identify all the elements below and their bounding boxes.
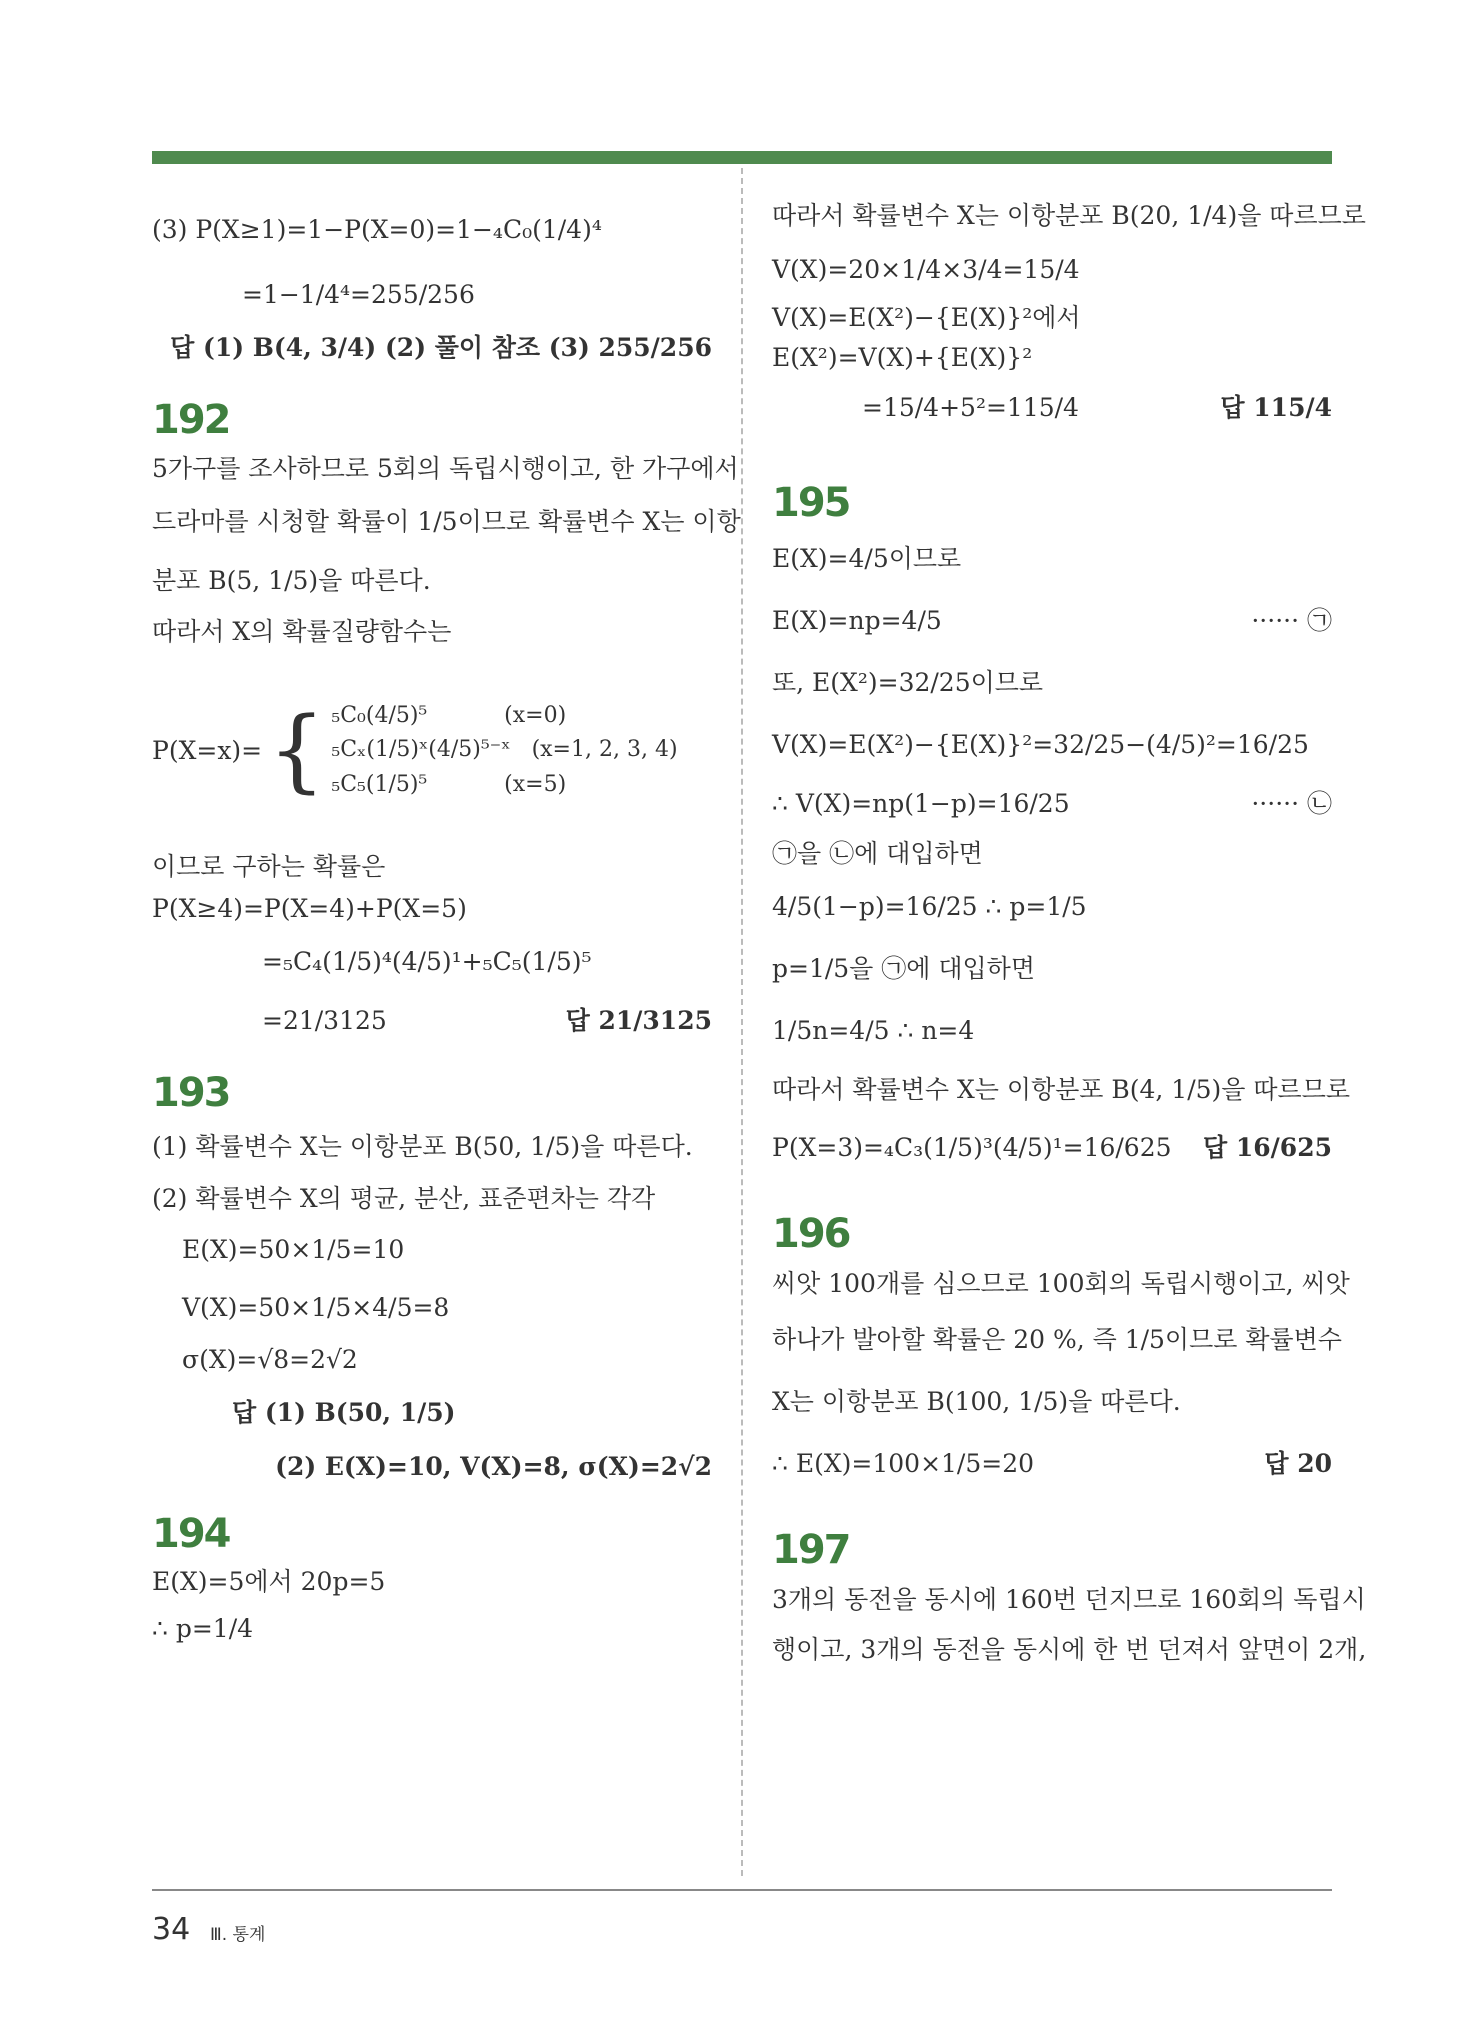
answer-191: 답 (1) B(4, 3/4) (2) 풀이 참조 (3) 255/256 [170,332,712,362]
solution-195-line8: p=1/5을 ㉠에 대입하면 [772,954,1035,983]
solution-196-result: ∴ E(X)=100×1/5=20 [772,1449,1035,1478]
answer-193-line2: (2) E(X)=10, V(X)=8, σ(X)=2√2 [275,1451,712,1481]
solution-197-line2: 행이고, 3개의 동전을 동시에 한 번 던져서 앞면이 2개, [772,1635,1367,1664]
problem-number-192: 192 [152,397,230,443]
solution-195-result: P(X=3)=₄C₃(1/5)³(4/5)¹=16/625 [772,1133,1172,1162]
solution-192-line5: 이므로 구하는 확률은 [152,852,386,881]
problem-number-195: 195 [772,480,850,526]
solution-192-result: =21/3125 [262,1005,387,1035]
problem-number-197: 197 [772,1527,850,1573]
solution-193-line3: E(X)=50×1/5=10 [182,1235,405,1264]
solution-194-line4: V(X)=20×1/4×3/4=15/4 [772,255,1080,284]
pmf-case-2: ₅Cₓ(1/5)ˣ(4/5)⁵⁻ˣ (x=1, 2, 3, 4) [331,737,678,763]
solution-192-line8 [152,993,712,1048]
answer-194: 답 115/4 [1220,393,1332,422]
solution-196-line2: 하나가 발아할 확률은 20 %, 즉 1/5이므로 확률변수 [772,1325,1342,1354]
solution-195-line2 [772,590,1332,652]
solution-192-line6: P(X≥4)=P(X=4)+P(X=5) [152,893,467,923]
pmf-case-1: ₅C₀(4/5)⁵ (x=0) [331,702,567,728]
page-number: 34 [152,1912,191,1947]
marker-circled-2: ······ ㉡ [1251,788,1332,818]
solution-193-line5: σ(X)=√8=2√2 [182,1344,358,1374]
pmf-cases [331,703,677,798]
problem-number-196: 196 [772,1211,850,1257]
section-title: Ⅲ. 통계 [210,1925,266,1945]
marker-circled-1: ······ ㉠ [1251,606,1332,635]
solution-195-line9: 1/5n=4/5 ∴ n=4 [772,1016,975,1045]
answer-192: 답 21/3125 [565,1005,712,1035]
solution-197-line1: 3개의 동전을 동시에 160번 던지므로 160회의 독립시 [772,1585,1366,1614]
solution-195-line7: 4/5(1−p)=16/25 ∴ p=1/5 [772,892,1087,921]
solution-196-line3: X는 이항분포 B(100, 1/5)을 따른다. [772,1387,1181,1416]
solution-195-line6: ㉠을 ㉡에 대입하면 [772,838,983,868]
answer-196: 답 20 [1264,1449,1332,1478]
answer-195: 답 16/625 [1203,1133,1332,1162]
footer-rule [152,1889,1332,1891]
solution-193-line2: (2) 확률변수 X의 평균, 분산, 표준편차는 각각 [152,1183,656,1213]
solution-195-line5 [772,776,1332,831]
pmf-case-3: ₅C₅(1/5)⁵ (x=5) [331,771,567,797]
pmf-lhs: P(X=x)= [152,735,263,765]
solution-194-line7 [772,378,1332,438]
solution-194-line3: 따라서 확률변수 X는 이항분포 B(20, 1/4)을 따르므로 [772,201,1366,230]
solution-192-line7: =₅C₄(1/5)⁴(4/5)¹+₅C₅(1/5)⁵ [262,947,592,976]
answer-193-line1: 답 (1) B(50, 1/5) [232,1398,456,1427]
pmf-brace: { [268,697,326,803]
equation-np: E(X)=np=4/5 [772,606,942,635]
column-divider [741,168,743,1876]
problem-191-part3-line2: =1−1/4⁴=255/256 [242,280,475,309]
solution-195-line4: V(X)=E(X²)−{E(X)}²=32/25−(4/5)²=16/25 [772,730,1309,759]
solution-194-line2: ∴ p=1/4 [152,1614,254,1643]
top-accent-bar [152,151,1332,164]
left-column [152,190,741,1654]
solution-196-line4 [772,1433,1332,1495]
solution-196-line1: 씨앗 100개를 심으므로 100회의 독립시행이고, 씨앗 [772,1269,1350,1298]
solution-194-result: =15/4+5²=115/4 [862,393,1079,422]
solution-193-line1: (1) 확률변수 X는 이항분포 B(50, 1/5)을 따른다. [152,1132,693,1161]
solution-194-line5: V(X)=E(X²)−{E(X)}²에서 [772,303,1081,332]
problem-number-194: 194 [152,1511,230,1557]
solution-195-line10: 따라서 확률변수 X는 이항분포 B(4, 1/5)을 따르므로 [772,1074,1350,1104]
solution-192-line2: 드라마를 시청할 확률이 1/5이므로 확률변수 X는 이항 [152,507,741,536]
solution-192-line4: 따라서 X의 확률질량함수는 [152,617,452,646]
solution-193-line4: V(X)=50×1/5×4/5=8 [182,1293,450,1322]
solution-192-line1: 5가구를 조사하므로 5회의 독립시행이고, 한 가구에서 [152,454,739,483]
equation-variance: ∴ V(X)=np(1−p)=16/25 [772,788,1070,818]
solution-194-line6: E(X²)=V(X)+{E(X)}² [772,343,1033,372]
solution-195-line3: 또, E(X²)=32/25이므로 [772,668,1044,697]
solution-192-line3: 분포 B(5, 1/5)을 따른다. [152,566,431,595]
problem-191-part3-line1: (3) P(X≥1)=1−P(X=0)=1−₄C₀(1/4)⁴ [152,215,602,244]
pmf-equation [152,653,712,848]
problem-number-193: 193 [152,1070,230,1116]
right-column [772,190,1367,1675]
solution-195-line11 [772,1117,1332,1179]
solution-194-line1: E(X)=5에서 20p=5 [152,1566,386,1596]
solution-195-line1: E(X)=4/5이므로 [772,544,962,573]
